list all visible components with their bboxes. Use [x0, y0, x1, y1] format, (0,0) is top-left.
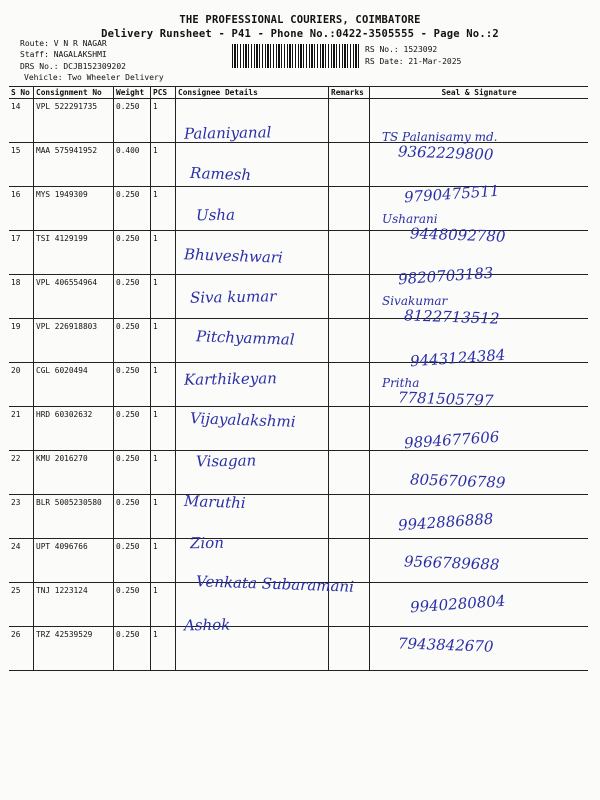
pcs-cell: 1 [151, 319, 176, 363]
handwritten-phone-number: 8056706789 [409, 470, 506, 492]
consignment-cell: HRD 60302632 [34, 407, 114, 451]
remarks-cell [329, 187, 370, 231]
weight-cell: 0.400 [114, 143, 151, 187]
weight-cell: 0.250 [114, 627, 151, 671]
sno-cell: 26 [9, 627, 34, 671]
pcs-cell: 1 [151, 99, 176, 143]
sno-cell: 20 [9, 363, 34, 407]
handwritten-phone-number: 9448092780 [409, 224, 506, 246]
handwritten-phone-number: 9443124384 [409, 345, 506, 371]
remarks-cell [329, 363, 370, 407]
consignment-cell: VPL 406554964 [34, 275, 114, 319]
staff-text: Staff: NAGALAKSHMI [20, 50, 107, 59]
handwritten-consignee-name: Maruthi [183, 491, 246, 513]
pcs-cell: 1 [151, 627, 176, 671]
rs-no-text: RS No.: 1523092 [365, 45, 438, 54]
handwritten-consignee-name: Karthikeyan [183, 369, 278, 389]
weight-cell: 0.250 [114, 583, 151, 627]
pcs-cell: 1 [151, 495, 176, 539]
sno-cell: 21 [9, 407, 34, 451]
weight-cell: 0.250 [114, 275, 151, 319]
pcs-cell: 1 [151, 539, 176, 583]
route-text: Route: V N R NAGAR [20, 39, 107, 48]
remarks-cell [329, 143, 370, 187]
consignment-cell: VPL 226918803 [34, 319, 114, 363]
remarks-cell [329, 495, 370, 539]
handwritten-consignee-name: Ramesh [189, 163, 252, 185]
col-remarks: Remarks [329, 87, 370, 99]
handwritten-phone-number: 9820703183 [397, 263, 494, 289]
consignment-cell: CGL 6020494 [34, 363, 114, 407]
consignment-cell: TSI 4129199 [34, 231, 114, 275]
handwritten-consignee-name: Bhuveshwari [183, 245, 284, 267]
handwritten-consignee-name: Usha [195, 205, 236, 225]
consignment-cell: TNJ 1223124 [34, 583, 114, 627]
consignment-cell: MYS 1949309 [34, 187, 114, 231]
handwritten-signature: Pritha [382, 376, 420, 390]
table-header-row [9, 87, 588, 99]
col-sno: S No [9, 87, 34, 99]
vehicle-text: Vehicle: Two Wheeler Delivery [24, 73, 164, 82]
table-row [9, 99, 588, 143]
weight-cell: 0.250 [114, 495, 151, 539]
weight-cell: 0.250 [114, 539, 151, 583]
handwritten-consignee-name: Vijayalakshmi [189, 409, 296, 431]
handwritten-phone-number: 9894677606 [403, 427, 500, 453]
col-signature: Seal & Signature [370, 87, 589, 99]
remarks-cell [329, 99, 370, 143]
handwritten-phone-number: 7781505797 [397, 388, 494, 410]
weight-cell: 0.250 [114, 363, 151, 407]
remarks-cell [329, 275, 370, 319]
table-row [9, 143, 588, 187]
handwritten-phone-number: 9940280804 [409, 591, 506, 617]
document-title: THE PROFESSIONAL COURIERS, COIMBATORE [179, 14, 421, 26]
handwritten-signature: TS Palanisamy md. [382, 130, 498, 144]
sno-cell: 18 [9, 275, 34, 319]
consignment-cell: UPT 4096766 [34, 539, 114, 583]
sno-cell: 24 [9, 539, 34, 583]
table-row [9, 407, 588, 451]
table-row [9, 363, 588, 407]
consignment-cell: TRZ 42539529 [34, 627, 114, 671]
remarks-cell [329, 231, 370, 275]
table-row [9, 275, 588, 319]
pcs-cell: 1 [151, 231, 176, 275]
handwritten-consignee-name: Zion [189, 533, 225, 553]
handwritten-consignee-name: Venkata Subaramani [195, 572, 355, 596]
handwritten-phone-number: 9942886888 [397, 509, 494, 535]
sno-cell: 15 [9, 143, 34, 187]
handwritten-consignee-name: Pitchyammal [195, 327, 295, 349]
col-consignee: Consignee Details [176, 87, 329, 99]
document-subtitle: Delivery Runsheet - P41 - Phone No.:0422-3505555 - Page No.:2 [101, 28, 499, 40]
sno-cell: 14 [9, 99, 34, 143]
table-row [9, 187, 588, 231]
remarks-cell [329, 319, 370, 363]
sno-cell: 16 [9, 187, 34, 231]
remarks-cell [329, 627, 370, 671]
consignment-cell: VPL 522291735 [34, 99, 114, 143]
handwritten-phone-number: 8122713512 [403, 306, 500, 328]
sno-cell: 22 [9, 451, 34, 495]
weight-cell: 0.250 [114, 231, 151, 275]
consignment-cell: BLR 5005230580 [34, 495, 114, 539]
pcs-cell: 1 [151, 143, 176, 187]
handwritten-phone-number: 9790475511 [403, 181, 500, 207]
col-consignment: Consignment No [34, 87, 114, 99]
drs-text: DRS No.: DCJB152309202 [20, 62, 126, 71]
pcs-cell: 1 [151, 275, 176, 319]
sno-cell: 19 [9, 319, 34, 363]
weight-cell: 0.250 [114, 407, 151, 451]
col-pcs: PCS [151, 87, 176, 99]
weight-cell: 0.250 [114, 99, 151, 143]
handwritten-phone-number: 7943842670 [397, 634, 494, 656]
sno-cell: 17 [9, 231, 34, 275]
pcs-cell: 1 [151, 187, 176, 231]
remarks-cell [329, 539, 370, 583]
table-row [9, 495, 588, 539]
handwritten-phone-number: 9362229800 [397, 142, 494, 164]
handwritten-signature: Sivakumar [382, 294, 448, 308]
col-weight: Weight [114, 87, 151, 99]
consignment-cell: MAA 575941952 [34, 143, 114, 187]
weight-cell: 0.250 [114, 319, 151, 363]
remarks-cell [329, 407, 370, 451]
sno-cell: 23 [9, 495, 34, 539]
remarks-cell [329, 451, 370, 495]
barcode-image [232, 44, 360, 68]
pcs-cell: 1 [151, 583, 176, 627]
weight-cell: 0.250 [114, 187, 151, 231]
handwritten-consignee-name: Palaniyanal [183, 123, 272, 143]
handwritten-consignee-name: Ashok [183, 615, 231, 635]
consignment-cell: KMU 2016270 [34, 451, 114, 495]
pcs-cell: 1 [151, 363, 176, 407]
weight-cell: 0.250 [114, 451, 151, 495]
sno-cell: 25 [9, 583, 34, 627]
handwritten-consignee-name: Visagan [195, 451, 257, 471]
handwritten-consignee-name: Siva kumar [189, 287, 277, 307]
handwritten-phone-number: 9566789688 [403, 552, 500, 574]
pcs-cell: 1 [151, 407, 176, 451]
table-row [9, 627, 588, 671]
handwritten-signature: Usharani [382, 212, 438, 226]
rs-date-text: RS Date: 21-Mar-2025 [365, 57, 462, 66]
pcs-cell: 1 [151, 451, 176, 495]
